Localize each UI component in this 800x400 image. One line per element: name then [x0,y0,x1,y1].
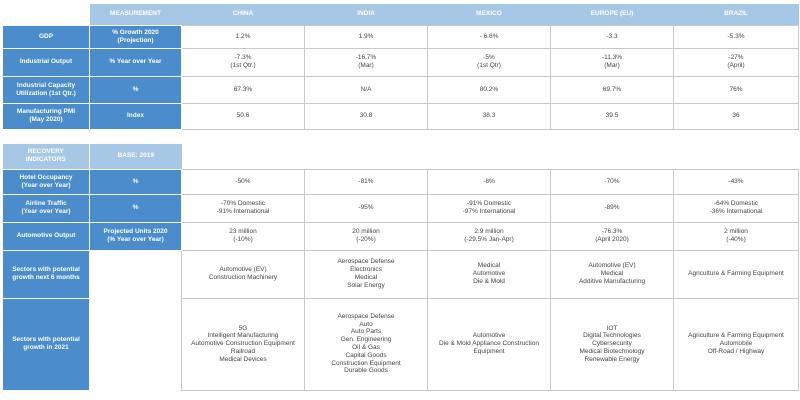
table-row [3,250,799,298]
value-cell: 50.6 [182,103,305,129]
row-label: Automotive Output [3,222,90,250]
value-cell: -91% Domestic -97% International [428,194,551,222]
value-cell: 80.2% [428,76,551,103]
measurement-header: MEASUREMENT [90,4,182,25]
table-row [3,25,799,48]
value-cell: 23 million (-10%) [182,222,305,250]
row-label: Manufacturing PMI (May 2020) [3,103,90,129]
base-year-header: BASE: 2019 [90,144,182,169]
table-row [3,222,799,250]
row-measure: % [90,76,182,103]
value-cell: - 6.6% [428,25,551,48]
country-header-brazil: BRAZIL [674,4,799,25]
table-row [3,76,799,103]
value-cell: Agriculture & Farming Equipment Automobile Off-Road / Highway [674,298,799,390]
row-measure: % [90,194,182,222]
row-label: Airline Traffic (Year over Year) [3,194,90,222]
row-measure: Index [90,103,182,129]
value-cell: -70% [551,169,674,194]
value-cell: 30.8 [305,103,428,129]
value-cell: -5.3% [674,25,799,48]
row-measure: % [90,169,182,194]
value-cell: Automotive (EV) Construction Machinery [182,250,305,298]
value-cell: 69.7% [551,76,674,103]
value-cell: Automotive Die & Mold Appliance Construction Equipment [428,298,551,390]
value-cell: -64% Domestic -36% International [674,194,799,222]
row-measure: % Growth 2020 (Projection) [90,25,182,48]
economic-header-row [3,4,799,25]
value-cell: 36 [674,103,799,129]
row-label: Sectors with potential growth in 2021 [3,298,90,390]
value-cell: -3.3 [551,25,674,48]
recovery-indicators-table [2,144,799,391]
value-cell: 1.2% [182,25,305,48]
country-header-india: INDIA [305,4,428,25]
value-cell: 2 million (-40%) [674,222,799,250]
value-cell: -5% (1st Qtr) [428,48,551,76]
value-cell: -43% [674,169,799,194]
row-label: Industrial Capacity Utilization (1st Qtr.) [3,76,90,103]
recovery-indicators-header: RECOVERY INDICATORS [3,144,90,169]
row-label: Hotel Occupancy (Year over Year) [3,169,90,194]
value-cell: -8% [428,169,551,194]
value-cell: 39.5 [551,103,674,129]
corner-blank [3,4,90,25]
table-row [3,48,799,76]
table-row [3,194,799,222]
value-cell: -11.3% (Mar) [551,48,674,76]
value-cell: Aerospace Defense Auto Auto Parts Gen. Engineering Oil & Gas Capital Goods Construction Equipment Durable Goods [305,298,428,390]
row-measure-blank [90,298,182,390]
header-blank [182,144,799,169]
table-row [3,298,799,390]
economic-indicators-table [2,4,799,130]
value-cell: 76% [674,76,799,103]
row-measure: % Year over Year [90,48,182,76]
country-header-mexico: MEXICO [428,4,551,25]
country-header-europe: EUROPE (EU) [551,4,674,25]
value-cell: Agriculture & Farming Equipment [674,250,799,298]
value-cell: -81% [305,169,428,194]
table-row [3,103,799,129]
value-cell: -27% (April) [674,48,799,76]
row-label: Sectors with potential growth next 6 months [3,250,90,298]
row-measure: Projected Units 2020 (% Year over Year) [90,222,182,250]
value-cell: 20 million (-20%) [305,222,428,250]
value-cell: -7.3% (1st Qtr.) [182,48,305,76]
value-cell: -76.3% (April 2020) [551,222,674,250]
value-cell: -16.7% (Mar) [305,48,428,76]
row-label: Industrial Output [3,48,90,76]
row-label: GDP [3,25,90,48]
recovery-header-row [3,144,799,169]
value-cell: 5G Intelligent Manufacturing Automotive Construction Equipment Railroad Medical Devices [182,298,305,390]
row-measure-blank [90,250,182,298]
value-cell: Automotive (EV) Medical Additive Manufacturing [551,250,674,298]
value-cell: -50% [182,169,305,194]
value-cell: IOT Digital Technologies Cybersecurity Medical Biotechnology Renewable Energy [551,298,674,390]
table-row [3,169,799,194]
value-cell: 1.9% [305,25,428,48]
value-cell: -89% [551,194,674,222]
country-header-china: CHINA [182,4,305,25]
value-cell: -95% [305,194,428,222]
value-cell: -70% Domestic -91% International [182,194,305,222]
value-cell: 38.3 [428,103,551,129]
value-cell: N/A [305,76,428,103]
value-cell: Aerospace Defense Electronics Medical Solar Energy [305,250,428,298]
value-cell: 67.3% [182,76,305,103]
value-cell: 2.9 million (-29.5% Jan-Apr) [428,222,551,250]
value-cell: Medical Automotive Die & Mold [428,250,551,298]
